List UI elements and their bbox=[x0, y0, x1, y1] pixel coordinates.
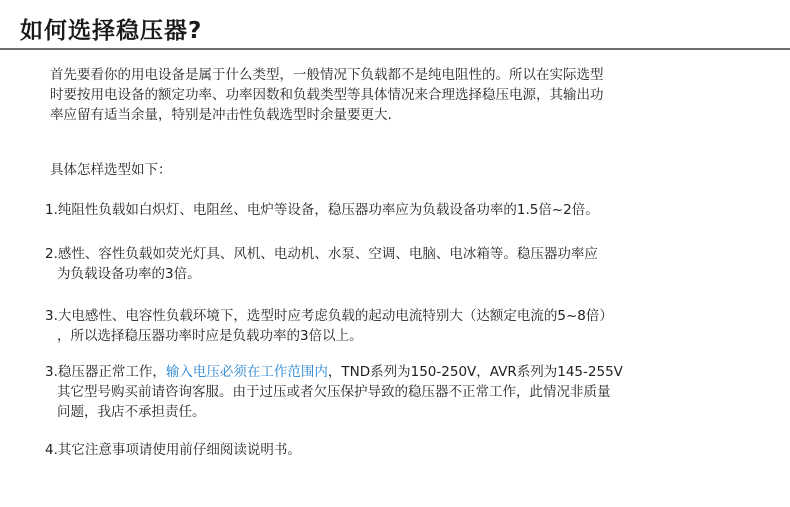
title-divider bbox=[0, 48, 790, 50]
list-item-3 bbox=[45, 306, 613, 346]
list-item-line: 为负载设备功率的3倍。 bbox=[57, 266, 201, 282]
list-item-line: ，所以选择稳压器功率时应是负载功率的3倍以上。 bbox=[57, 328, 363, 344]
intro-line: 时要按用电设备的额定功率、功率因数和负载类型等具体情况来合理选择稳压电源，其输出功 bbox=[50, 87, 604, 103]
intro-line: 率应留有适当余量，特别是冲击性负载选型时余量要更大. bbox=[50, 107, 392, 123]
list-item-line: 4.其它注意事项请使用前仔细阅读说明书。 bbox=[45, 442, 301, 458]
list-item-text: ，TND系列为150-250V，AVR系列为145-255V bbox=[327, 364, 623, 380]
list-item-1 bbox=[45, 200, 599, 220]
list-item-2 bbox=[45, 244, 598, 284]
lead-text: 具体怎样选型如下： bbox=[50, 162, 172, 178]
page-title: 如何选择稳压器? bbox=[20, 18, 203, 44]
list-item-line: 其它型号购买前请咨询客服。由于过压或者欠压保护导致的稳压器不正常工作，此情况非质量 bbox=[57, 384, 611, 400]
list-item-line: 1.纯阻性负载如白炽灯、电阻丝、电炉等设备，稳压器功率应为负载设备功率的1.5倍~2倍。 bbox=[45, 202, 599, 218]
list-item-5 bbox=[45, 440, 301, 460]
highlighted-voltage-note: 输入电压必须在工作范围内 bbox=[165, 364, 328, 380]
list-item-4 bbox=[45, 362, 623, 422]
list-item-text: 3.稳压器正常工作， bbox=[45, 364, 166, 380]
list-item-line bbox=[45, 362, 623, 382]
list-item-line: 3.大电感性、电容性负载环境下，选型时应考虑负载的起动电流特别大（达额定电流的5~8倍） bbox=[45, 308, 613, 324]
list-item-line: 问题，我店不承担责任。 bbox=[57, 404, 206, 420]
intro-paragraph bbox=[50, 65, 604, 125]
list-item-line: 2.感性、容性负载如荧光灯具、风机、电动机、水泵、空调、电脑、电冰箱等。稳压器功率应 bbox=[45, 246, 598, 262]
intro-line: 首先要看你的用电设备是属于什么类型，一般情况下负载都不是纯电阻性的。所以在实际选型 bbox=[50, 67, 604, 83]
